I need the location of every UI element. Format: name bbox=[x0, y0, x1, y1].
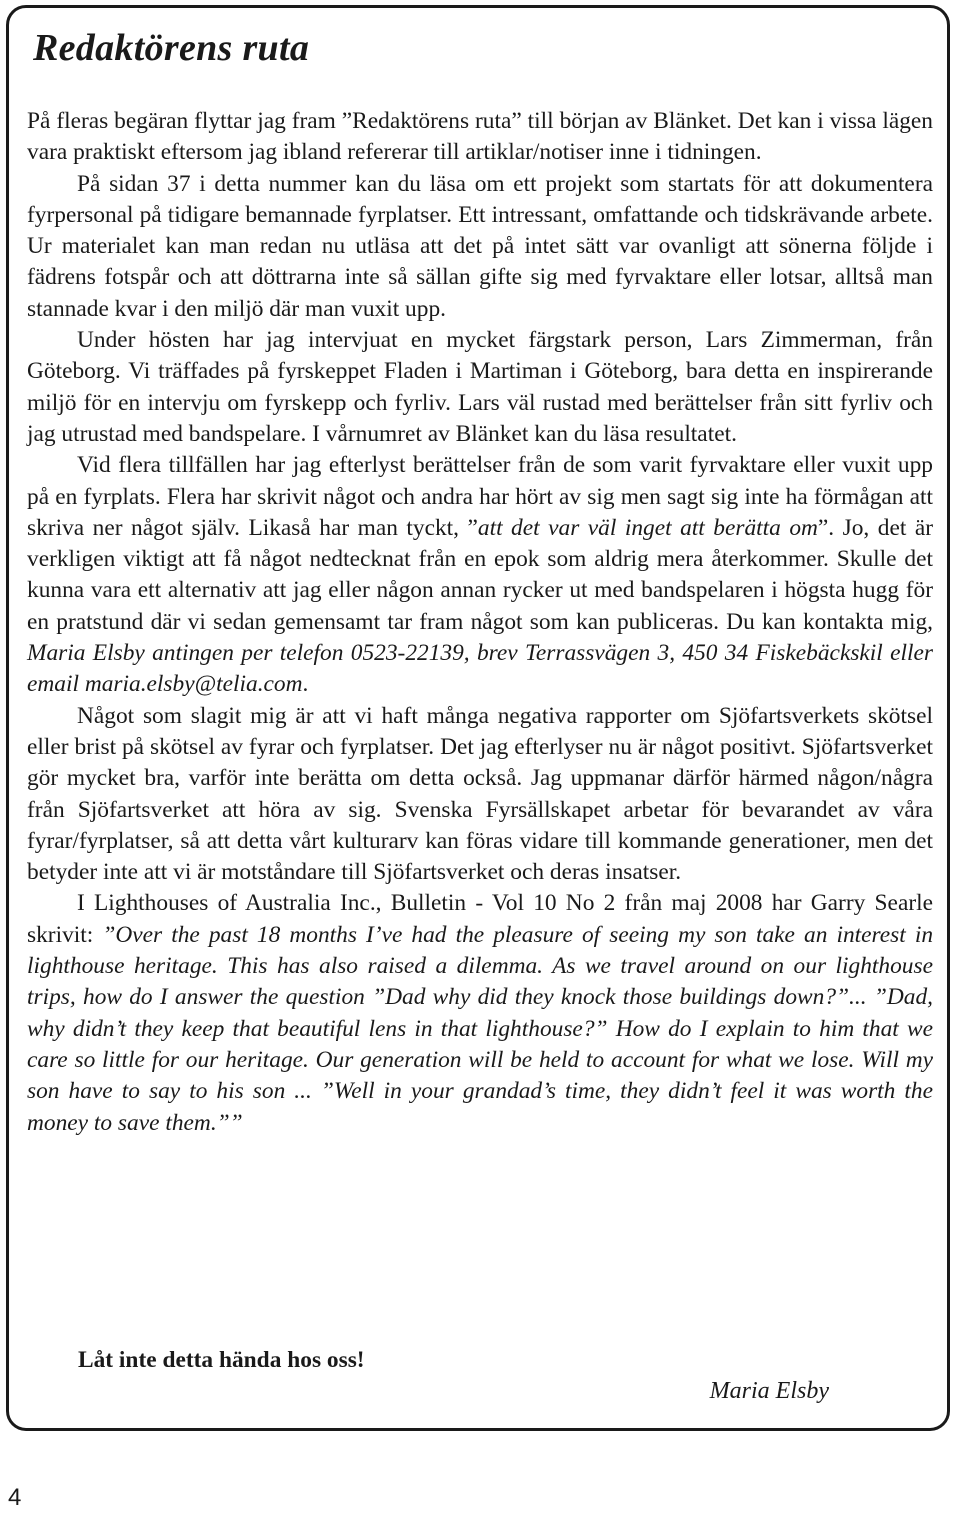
paragraph-interview: Under hösten har jag intervjuat en mycket färgstark person, Lars Zimmerman, från Göteborg. Vi träffades på fyrskeppet Fladen i Martiman i Göteborg, bara detta en inspirerande miljö för en intervju om fyrskepp och fyrliv. Lars väl rustad med berättelser från sitt fyrliv och jag utrustad med bandspelare. I vårnumret av Blänket kan du läsa resultatet. bbox=[27, 327, 933, 447]
paragraph-stories-text-2: ”. Jo, det är verkligen viktigt att få något nedtecknat från en epok som aldrig mera återkommer. Skulle det kunna vara ett alternativ att jag eller någon annan rycker ut med bandspelaren i högsta hugg för en pratstund där vi sedan gemensamt tar fram något som kan publiceras. Du kan kontakta mig, bbox=[27, 514, 933, 635]
paragraph-intro: På fleras begäran flyttar jag fram ”Redaktörens ruta” till början av Blänket. Det kan i vissa lägen vara praktiskt eftersom jag ibland refererar till artiklar/notiser inne i tidningen. bbox=[27, 108, 933, 166]
paragraph-stories-end: . bbox=[302, 671, 309, 698]
page-title: Redaktörens ruta bbox=[33, 27, 310, 69]
article-body bbox=[27, 106, 933, 1139]
paragraph-stories-text-1: Vid flera tillfällen har jag efterlyst berättelser från de som varit fyrvaktare eller vuxit upp på en fyrplats. Flera har skrivit något och andra har hört av sig men sagt sig inte ha förmågan att skriva ner något själv. Likaså har man tyckt, ” bbox=[27, 452, 933, 541]
author-signature: Maria Elsby bbox=[709, 1378, 829, 1404]
page-number: 4 bbox=[8, 1484, 22, 1511]
closing-line: Låt inte detta hända hos oss! bbox=[78, 1347, 365, 1373]
paragraph-stories bbox=[27, 450, 933, 700]
paragraph-australia-intro: I Lighthouses of Australia Inc., Bulletin - Vol 10 No 2 från maj 2008 har Garry Searle skrivit: bbox=[27, 890, 933, 948]
paragraph-project: På sidan 37 i detta nummer kan du läsa om ett projekt som startats för att dokumentera fyrpersonal på tidigare bemannade fyrplatser. Ett intressant, omfattande och tidskrävande arbete. Ur materialet kan man redan nu utläsa att det på intet sätt var ovanligt att sönerna följde i fädrens fotspår och att döttrarna inte så sällan gifte sig med fyrvaktare eller lotsar, alltså man stannade kvar i den miljö där man vuxit upp. bbox=[27, 170, 933, 322]
searle-quote: ”Over the past 18 months I’ve had the pleasure of seeing my son take an interest in lighthouse heritage. This has also raised a dilemma. As we travel around on our lighthouse trips, how do I answer the question ”Dad why did they knock those buildings down?”... ”Dad, why didn’t they keep that beautiful lens in that lighthouse?” How do I explain to him that we care so little for our heritage. Our generation will be held to account for what we lose. Will my son have to say to his son ... ”Well in your grandad’s time, they didn’t feel it was worth the money to save them.”” bbox=[27, 921, 934, 1136]
contact-info: Maria Elsby antingen per telefon 0523-22139, brev Terrassvägen 3, 450 34 Fiskebäckskil eller email maria.elsby@telia.com bbox=[27, 640, 933, 698]
paragraph-australia bbox=[27, 888, 933, 1138]
paragraph-sjofartsverket: Något som slagit mig är att vi haft många negativa rapporter om Sjöfartsverkets skötsel eller brist på skötsel av fyrar och fyrplatser. Det jag efterlyser nu är något positivt. Sjöfartsverket gör mycket bra, varför inte berätta om detta också. Jag uppmanar därför härmed någon/några från Sjöfartsverket att höra av sig. Svenska Fyrsällskapet arbetar för bevarandet av våra fyrar/fyrplatser, så att detta vårt kulturarv kan föras vidare till kommande generationer, men det betyder inte att vi är motståndare till Sjöfartsverket och deras insatser. bbox=[27, 702, 933, 886]
quote-inline: att det var väl inget att berätta om bbox=[477, 514, 818, 541]
